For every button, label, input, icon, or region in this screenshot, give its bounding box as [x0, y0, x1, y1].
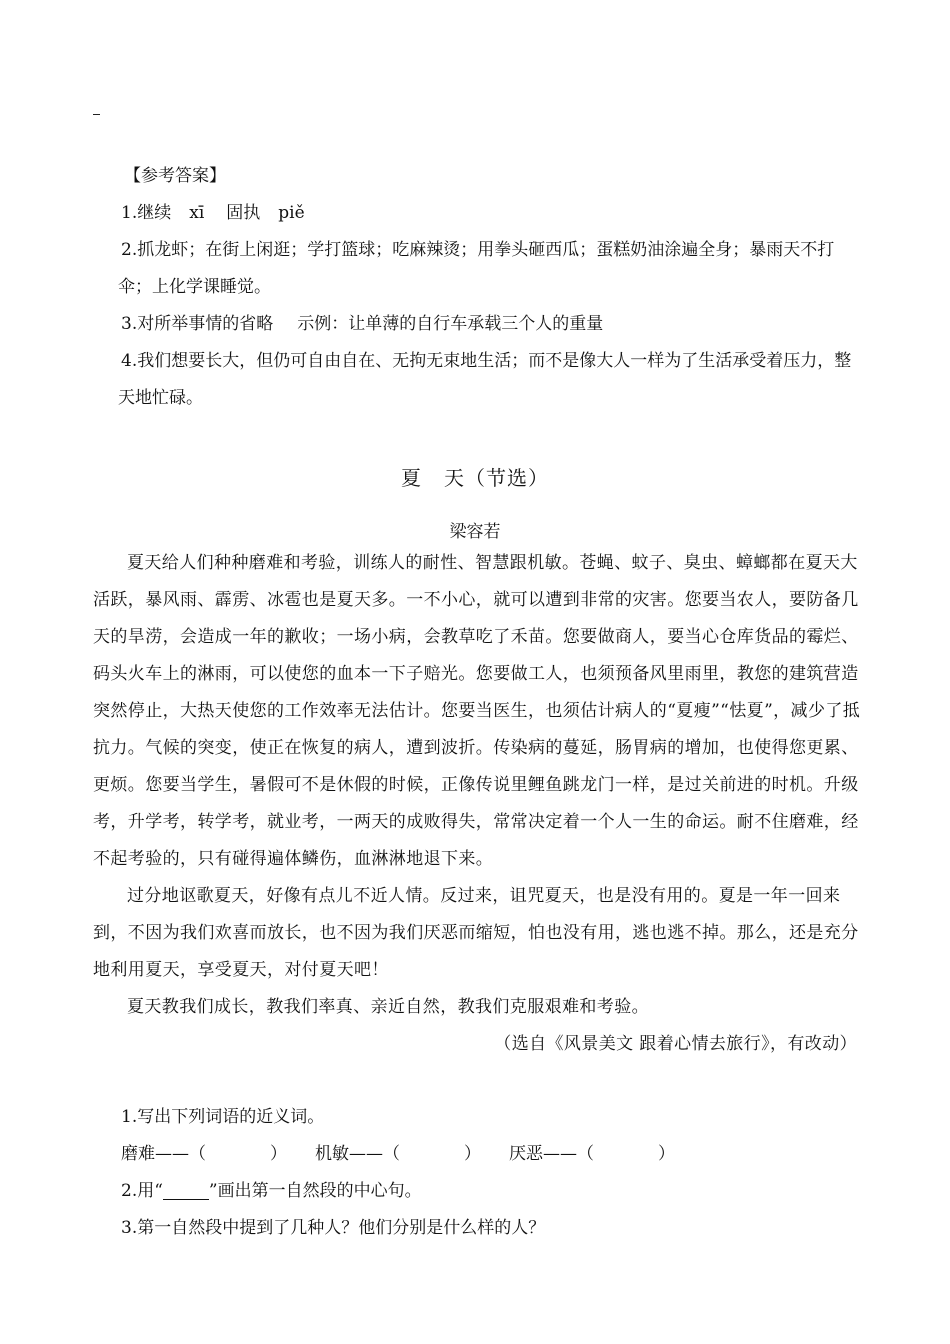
article-author: 梁容若 [449, 522, 501, 542]
answer-4: 4.我们想要长大，但仍可自由自在、无拘无束地生活；而不是像大人一样为了生活承受着压力，整天地忙碌。 [118, 351, 852, 408]
article-source: （选自《风景美文 跟着心情去旅行》，有改动） [494, 1034, 857, 1054]
q1-item-1: 磨难——（ ） [121, 1144, 287, 1164]
article-title: 夏 天（节选） [401, 466, 549, 490]
question-1-items [121, 1136, 861, 1173]
article-paragraph-1: 夏天给人们种种磨难和考验，训练人的耐性、智慧跟机敏。苍蝇、蚊子、臭虫、蟑螂都在夏天大活跃，暴风雨、霹雳、冰雹也是夏天多。一不小心，就可以遭到非常的灾害。您要当农人，要防备几天的旱涝，会造成一年的歉收；一场小病，会教草吃了禾苗。您要做商人，要当心仓库货品的霉烂、码头火车上的淋雨，可以使您的血本一下子赔光。您要做工人，也须预备风里雨里，教您的建筑营造突然停止，大热天使您的工作效率无法估计。您要当医生，也须估计病人的“夏瘦”“怯夏”，减少了抵抗力。气候的突变，使正在恢复的病人，遭到波折。传染病的蔓延，肠胃病的增加，也使得您更累、更烦。您要当学生，暑假可不是休假的时候，正像传说里鲤鱼跳龙门一样，是过关前进的时机。升级考，升学考，转学考，就业考，一两天的成败得失，常常决定着一个人一生的命运。耐不住磨难，经不起考验的，只有碰得遍体鳞伤，血淋淋地退下来。 [93, 553, 861, 869]
answer-1: 1.继续 xī 固执 piě [121, 203, 305, 223]
article-body [93, 545, 863, 1063]
question-2: 2.用“ ”画出第一自然段的中心句。 [121, 1181, 422, 1201]
answers-heading: 【参考答案】 [124, 166, 226, 186]
q1-item-3: 厌恶——（ ） [509, 1144, 675, 1164]
question-1: 1.写出下列词语的近义词。 [121, 1107, 325, 1127]
answer-3: 3.对所举事情的省略 示例：让单薄的自行车承载三个人的重量 [121, 314, 604, 334]
questions-section [121, 1099, 861, 1247]
question-3: 3.第一自然段中提到了几种人？他们分别是什么样的人？ [121, 1218, 546, 1238]
underline-blank [163, 1179, 209, 1200]
article-paragraph-3: 夏天教我们成长，教我们率真、亲近自然，教我们克服艰难和考验。 [127, 997, 649, 1017]
answer-2: 2.抓龙虾；在街上闲逛；学打篮球；吃麻辣烫；用拳头砸西瓜；蛋糕奶油涂遍全身；暴雨天不打伞；上化学课睡觉。 [118, 240, 835, 297]
article-paragraph-2: 过分地讴歌夏天，好像有点儿不近人情。反过来，诅咒夏天，也是没有用的。夏是一年一回来到，不因为我们欢喜而放长，也不因为我们厌恶而缩短，怕也没有用，逃也逃不掉。那么，还是充分地利用夏天，享受夏天，对付夏天吧！ [93, 886, 859, 980]
answers-section [118, 158, 858, 417]
page-mark [93, 114, 100, 115]
q1-item-2: 机敏——（ ） [315, 1144, 481, 1164]
